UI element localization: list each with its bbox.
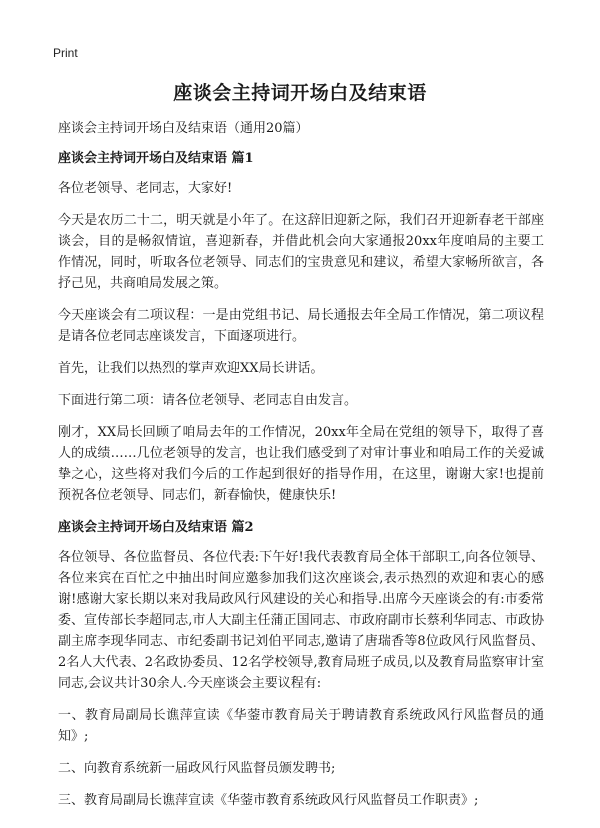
paragraph: 今天座谈会有二项议程：一是由党组书记、局长通报去年全局工作情况，第二项议程是请各位老同志座谈发言，下面逐项进行。 [58, 308, 544, 344]
paragraph: 首先，让我们以热烈的掌声欢迎XX局长讲话。 [58, 361, 324, 376]
document-subtitle: 座谈会主持词开场白及结束语（通用20篇） [58, 121, 309, 136]
paragraph: 各位领导、各位监督员、各位代表:下午好!我代表教育局全体干部职工,向各位领导、各位来宾在百忙之中抽出时间应邀参加我们这次座谈会,表示热烈的欢迎和衷心的感谢!感谢大家长期以来对我局政风行风建设的关心和指导.出席今天座谈会的有:市委常委、宣传部长李超同志,市人大副主任蒲正国同志、市政府副市长蔡利华同志、市政协副主席李现华同志、市纪委副书记刘伯平同志,邀请了唐瑞香等8位政风行风监督员、2名人大代表、2名政协委员、12名学校领导,教育局班子成员,以及教育局监察审计室同志,会议共计30余人.今天座谈会主要议程有: [58, 550, 544, 691]
section-1 [58, 148, 544, 506]
print-link[interactable]: Print [53, 46, 78, 60]
paragraph: 三、教育局副局长谯萍宣读《华蓥市教育系统政风行风监督员工作职责》; [58, 793, 479, 808]
paragraph: 各位老领导、老同志，大家好! [58, 181, 233, 196]
paragraph: 今天是农历二十二，明天就是小年了。在这辞旧迎新之际，我们召开迎新春老干部座谈会，目的是畅叙情谊，喜迎新春，并借此机会向大家通报20xx年度咱局的主要工作情况，同时，听取各位老领导、同志们的宝贵意见和建议，希望大家畅所欲言，各抒己见，共商咱局发展之策。 [58, 213, 544, 291]
section-heading: 座谈会主持词开场白及结束语 篇2 [58, 520, 254, 535]
section-2 [58, 517, 544, 811]
paragraph: 刚才，XX局长回顾了咱局去年的工作情况，20xx年全局在党组的领导下，取得了喜人的成绩……几位老领导的发言，也让我们感受到了对审计事业和咱局工作的关爱诚挚之心，这些将对我们今后的工作起到很好的指导作用，在这里，谢谢大家!也提前预祝各位老领导、同志们，新春愉快，健康快乐! [58, 425, 544, 503]
document-body [58, 118, 544, 822]
page-title: 座谈会主持词开场白及结束语 [173, 82, 427, 104]
paragraph: 一、教育局副局长谯萍宣读《华蓥市教育局关于聘请教育系统政风行风监督员的通知》; [58, 708, 544, 744]
paragraph: 下面进行第二项：请各位老领导、老同志自由发言。 [58, 393, 358, 408]
section-heading: 座谈会主持词开场白及结束语 篇1 [58, 151, 254, 166]
paragraph: 二、向教育系统新一届政风行风监督员颁发聘书; [58, 761, 336, 776]
